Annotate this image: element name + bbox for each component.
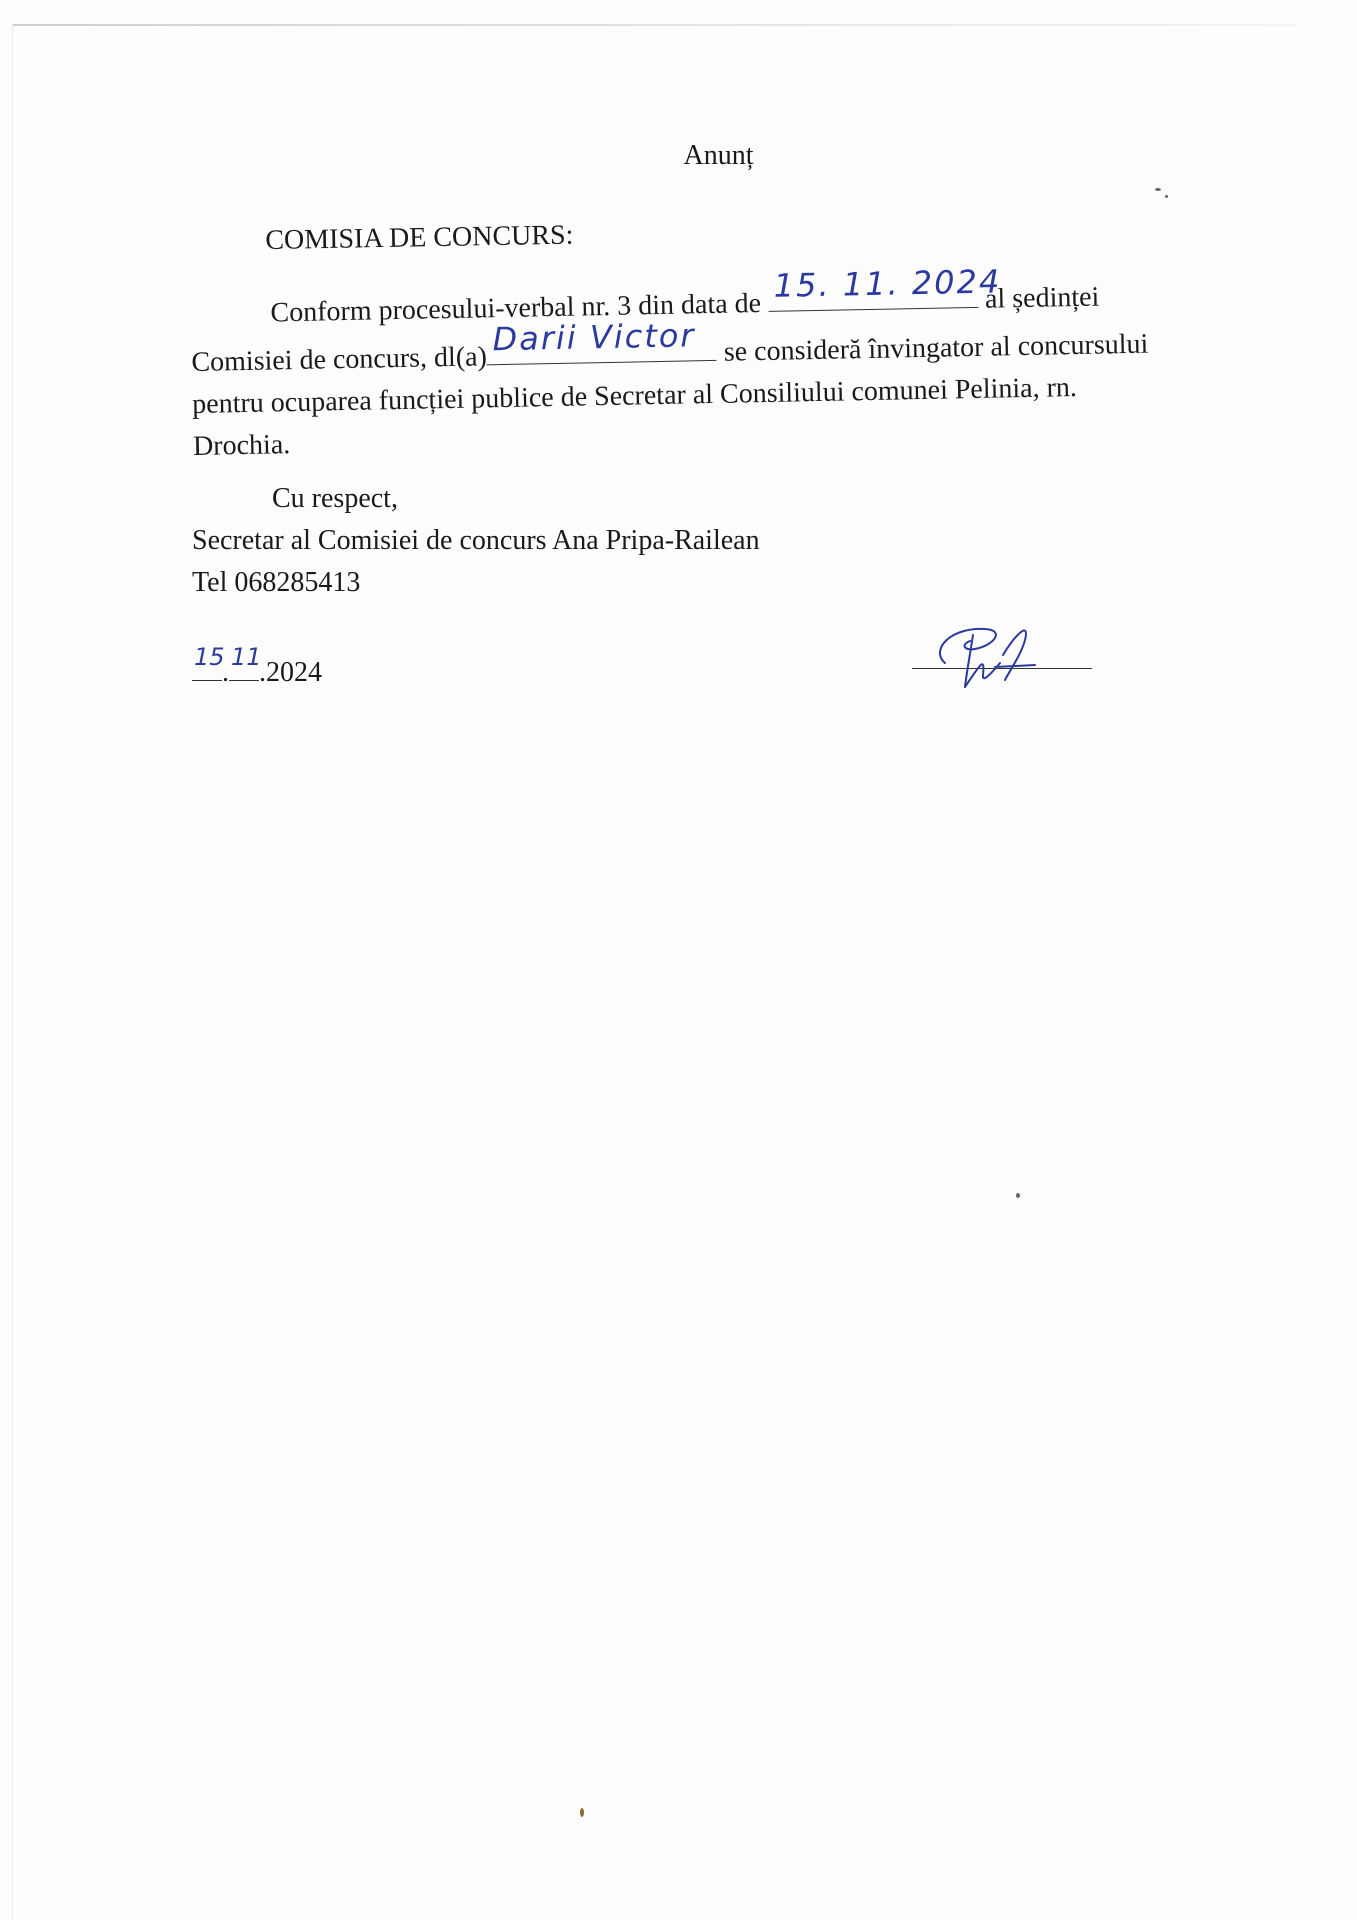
- handwritten-name-field: [486, 316, 717, 365]
- footer-month-field: [229, 643, 262, 681]
- closing-signatory: Secretar al Comisiei de concurs Ana Pripa-Railean: [192, 525, 760, 556]
- body-part-2: al ședinței: [984, 281, 1100, 315]
- footer-month: 11: [231, 643, 262, 671]
- footer-year: .2024: [259, 657, 322, 688]
- document-title: Anunț: [683, 140, 754, 171]
- handwritten-date-field: [768, 262, 1002, 312]
- scan-speck: [1155, 188, 1161, 191]
- footer-day-field: [192, 643, 225, 681]
- body-line-4: Drochia.: [192, 429, 291, 462]
- scan-speck: [1165, 195, 1168, 198]
- closing-greeting: Cu respect,: [272, 483, 398, 514]
- body-line-3: pentru ocuparea funcției publice de Secretar al Consiliului comunei Pelinia, rn.: [191, 371, 1078, 420]
- scan-speck: [1016, 1193, 1020, 1198]
- scan-edge-top: [12, 24, 1297, 26]
- body-part-4: se consideră învingator al concursului: [723, 328, 1149, 368]
- footer-day: 15: [194, 643, 225, 671]
- scan-speck: [580, 1808, 584, 1817]
- closing-block: [192, 478, 760, 604]
- handwritten-date: 15. 11. 2024: [773, 262, 1002, 305]
- handwritten-signature: [925, 615, 1055, 695]
- scan-edge-left: [12, 24, 13, 1920]
- body-part-3: Comisiei de concurs, dl(a): [191, 341, 488, 378]
- announcement-body: [190, 262, 1251, 468]
- handwritten-name: Darii Victor: [492, 316, 696, 359]
- commission-heading: COMISIA DE CONCURS:: [265, 219, 574, 256]
- footer-date: 15 . 11 .2024: [192, 650, 322, 694]
- body-part-1: Conform procesului-verbal nr. 3 din data de: [270, 288, 762, 329]
- closing-phone: Tel 068285413: [192, 567, 361, 598]
